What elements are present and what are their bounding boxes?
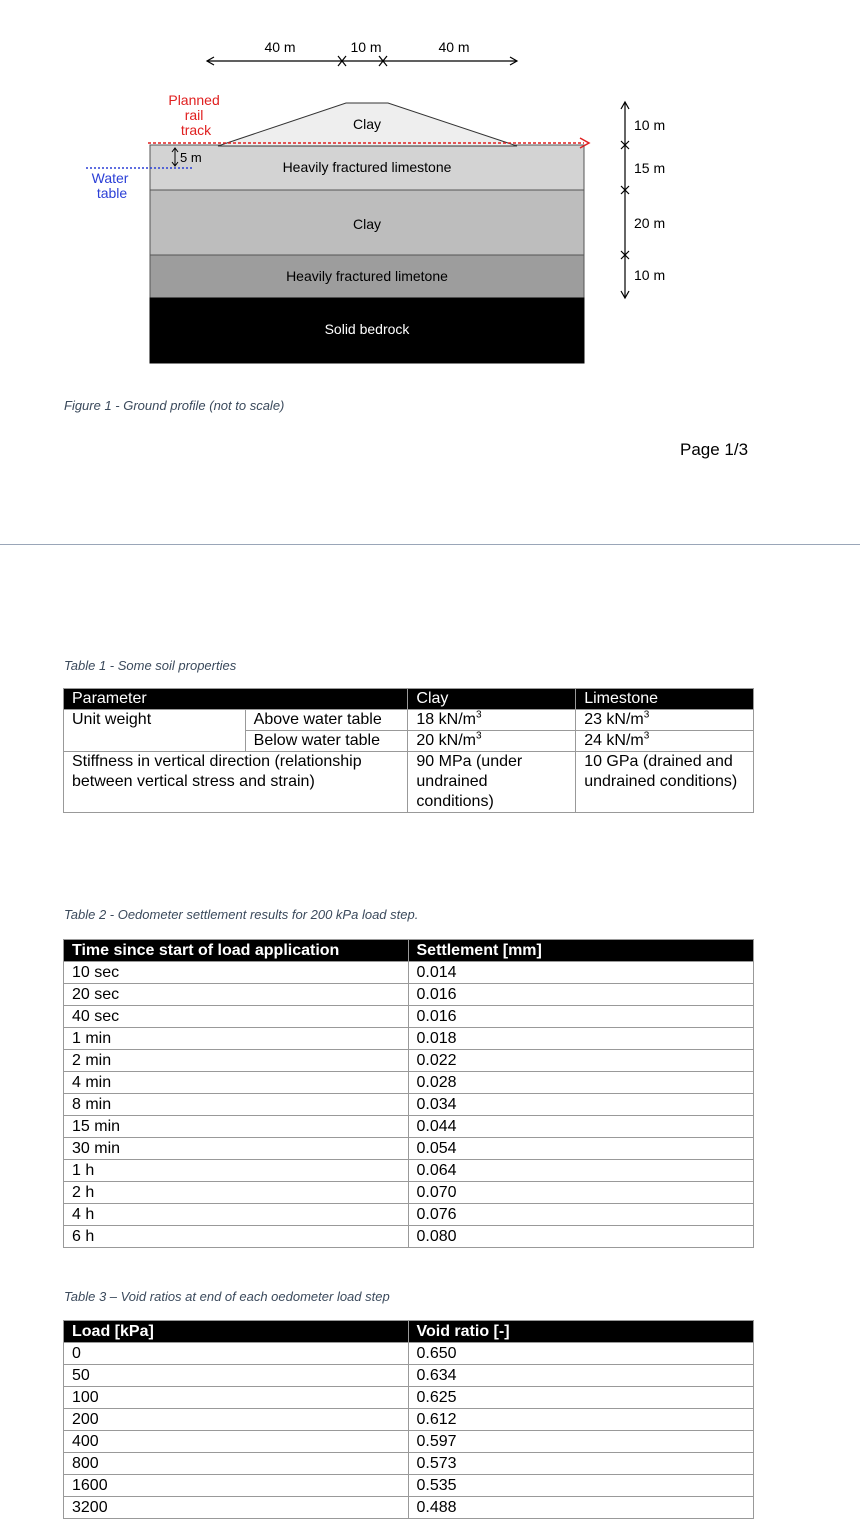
page-divider	[0, 544, 860, 545]
table-cell: 1 h	[64, 1160, 409, 1182]
table1-caption: Table 1 - Some soil properties	[64, 658, 237, 673]
table-row	[64, 1475, 754, 1497]
table-cell: 0.573	[408, 1453, 754, 1475]
table-cell: 0.634	[408, 1365, 754, 1387]
table3-caption: Table 3 – Void ratios at end of each oedometer load step	[64, 1289, 390, 1304]
table2-caption: Table 2 - Oedometer settlement results for 200 kPa load step.	[64, 907, 419, 922]
unit-weight-label: Unit weight	[64, 710, 246, 752]
table-row	[64, 1072, 754, 1094]
table-row	[64, 1365, 754, 1387]
top-dimension	[207, 56, 517, 66]
table-cell: 0.018	[408, 1028, 754, 1050]
table-cell: 50	[64, 1365, 409, 1387]
table-cell: 200	[64, 1409, 409, 1431]
table-cell: 0.625	[408, 1387, 754, 1409]
table-row	[64, 1409, 754, 1431]
dim-middle-label: 10 m	[350, 39, 382, 55]
embankment-label: Clay	[352, 116, 382, 132]
planned-rail-track-label: Planned rail track	[168, 92, 220, 138]
table-cell: 3200	[64, 1497, 409, 1519]
dim-right-3: 20 m	[634, 215, 666, 231]
header-time: Time since start of load application	[64, 940, 409, 962]
figure-caption: Figure 1 - Ground profile (not to scale)	[64, 398, 285, 413]
table-cell: 0.022	[408, 1050, 754, 1072]
settlement-table	[63, 939, 754, 1248]
header-void-ratio: Void ratio [-]	[408, 1321, 754, 1343]
header-limestone: Limestone	[576, 689, 754, 710]
table-cell: 0.028	[408, 1072, 754, 1094]
table-cell: 0.034	[408, 1094, 754, 1116]
table-cell: 0.016	[408, 1006, 754, 1028]
settlement-table-body	[64, 962, 754, 1248]
table-cell: 40 sec	[64, 1006, 409, 1028]
table-row	[64, 1138, 754, 1160]
table-cell: 0.488	[408, 1497, 754, 1519]
table-cell: 0.597	[408, 1431, 754, 1453]
table-cell: 0.070	[408, 1182, 754, 1204]
dim-right-2: 15 m	[634, 160, 666, 176]
table-row	[64, 1343, 754, 1365]
table-row	[64, 1182, 754, 1204]
table-cell: 15 min	[64, 1116, 409, 1138]
table-cell: 1 min	[64, 1028, 409, 1050]
right-dimension	[621, 102, 629, 298]
above-limestone-value: 23 $kN/m^3$	[576, 710, 754, 731]
table-row	[64, 1431, 754, 1453]
table-cell: 0.650	[408, 1343, 754, 1365]
stiffness-limestone-value: 10 GPa (drained and undrained conditions)	[576, 752, 754, 813]
below-clay-value: 20 $kN/m^3$	[408, 731, 576, 752]
header-settlement: Settlement [mm]	[408, 940, 754, 962]
limestone-bottom-label: Heavily fractured limetone	[286, 268, 448, 284]
stiffness-clay-value: 90 MPa (under undrained conditions)	[408, 752, 576, 813]
table-cell: 0.535	[408, 1475, 754, 1497]
table-cell: 20 sec	[64, 984, 409, 1006]
table-cell: 4 h	[64, 1204, 409, 1226]
dim-right-1: 10 m	[634, 117, 666, 133]
table-cell: 0.054	[408, 1138, 754, 1160]
table-row	[64, 1226, 754, 1248]
dim-left-label: 40 m	[264, 39, 296, 55]
dim-right-label: 40 m	[438, 39, 470, 55]
table-cell: 4 min	[64, 1072, 409, 1094]
above-water-label: Above water table	[245, 710, 408, 731]
table-row	[64, 1050, 754, 1072]
table-cell: 0.612	[408, 1409, 754, 1431]
table-row	[64, 1094, 754, 1116]
table-row	[64, 1204, 754, 1226]
table-row	[64, 1028, 754, 1050]
table-cell: 0.014	[408, 962, 754, 984]
soil-properties-table	[63, 688, 754, 813]
clay-label: Clay	[352, 216, 382, 232]
table-cell: 0.064	[408, 1160, 754, 1182]
table-row	[64, 1453, 754, 1475]
table-cell: 800	[64, 1453, 409, 1475]
table-cell: 6 h	[64, 1226, 409, 1248]
depth-5m-label: 5 m	[180, 150, 202, 165]
table-cell: 400	[64, 1431, 409, 1453]
table-cell: 2 h	[64, 1182, 409, 1204]
void-ratio-table	[63, 1320, 754, 1519]
table-cell: 8 min	[64, 1094, 409, 1116]
table-cell: 100	[64, 1387, 409, 1409]
table-row	[64, 1160, 754, 1182]
table-row	[64, 1387, 754, 1409]
bedrock-label: Solid bedrock	[324, 321, 410, 337]
dim-right-4: 10 m	[634, 267, 666, 283]
void-ratio-table-body	[64, 1343, 754, 1519]
below-limestone-value: 24 $kN/m^3$	[576, 731, 754, 752]
table-cell: 0	[64, 1343, 409, 1365]
header-load: Load [kPa]	[64, 1321, 409, 1343]
header-clay: Clay	[408, 689, 576, 710]
water-table-label: Water table	[91, 170, 129, 201]
table-row	[64, 1497, 754, 1519]
table-row	[64, 962, 754, 984]
above-clay-value: 18 $kN/m^3$	[408, 710, 576, 731]
table-cell: 2 min	[64, 1050, 409, 1072]
table-cell: 30 min	[64, 1138, 409, 1160]
header-parameter: Parameter	[64, 689, 408, 710]
table-cell: 0.080	[408, 1226, 754, 1248]
table-cell: 0.076	[408, 1204, 754, 1226]
page-number: Page 1/3	[680, 440, 749, 459]
table-cell: 10 sec	[64, 962, 409, 984]
limestone-top-label: Heavily fractured limestone	[282, 159, 452, 175]
ground-profile-figure	[0, 0, 860, 420]
table-row	[64, 1006, 754, 1028]
table-row	[64, 984, 754, 1006]
below-water-label: Below water table	[245, 731, 408, 752]
table-row	[64, 1116, 754, 1138]
table-cell: 0.044	[408, 1116, 754, 1138]
table-cell: 0.016	[408, 984, 754, 1006]
stiffness-label: Stiffness in vertical direction (relationship between vertical stress and strain)	[64, 752, 408, 813]
table-cell: 1600	[64, 1475, 409, 1497]
